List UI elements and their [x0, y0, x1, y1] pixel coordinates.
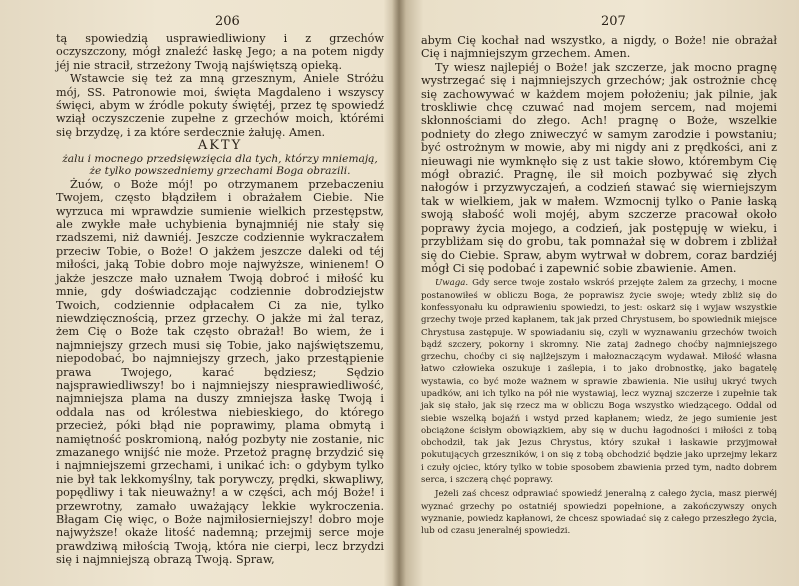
note-paragraph-1 [421, 277, 777, 486]
section-heading: AKTY [197, 138, 243, 154]
right-page [401, 0, 799, 586]
section-subheading: żalu i mocnego przedsięwzięcia dla tych, którzy mniemają, że tylko powszedniemy grzechami Boga obrazili. [62, 152, 378, 178]
page-number-right: 207 [601, 14, 626, 29]
left-page-text [56, 32, 384, 567]
left-paragraph-2: Wstawcie się też za mną grzesznym, Aniele Stróżu mój, SS. Patronowie moi, święta Magdaleno i wszyscy święci, abym w źródle pokuty świętéj, przez tę spowiedź wziął oczyszczenie zupełne z grzechów moich, którémi się brzydzę, i za które serdecznie żałuję. Amen. [56, 72, 384, 139]
right-paragraph-1: abym Cię kochał nad wszystko, a nigdy, o Boże! nie obrażał Cię i najmniejszym grzechem. Amen. [421, 34, 777, 61]
left-paragraph-1: tą spowiedzią usprawiedliwiony i z grzechów oczyszczony, mógł znaleźć łaskę Jego; a na potem nigdy jéj nie stracił, strzeżony Twoją najświętszą opieką. [56, 32, 384, 72]
left-paragraph-3: Żuów, o Boże mój! po otrzymanem przebaczeniu Twojem, często błądziłem i obrażałem Ciebie. Nie wyrzuca mi wprawdzie sumienie wielkich przestępstw, ale zwykłe małe uchybienia bynajmniéj nie stały się rzadszemi, niż dawniéj. Jeszcze codziennie wykraczałem przeciw Tobie, o Boże! O jakżem jeszcze daleki od téj miłości, jaką Tobie dobro moje najwyższe, winienem! O jakże jeszcze mało uznałem Twoją dobroć i miłość ku mnie, gdy doświadczając codziennie dobrodziejstw Twoich, codziennie odpłacałem Ci za nie, tylko niewdzięcznością, przez grzechy. O jakże mi żal teraz, żem Cię o Boże tak często obrażał! Bo wiem, że i najmniejszy grzech musi się Tobie, jako najświętszemu, niepodobać, bo najmniejszy grzech, jako przestąpienie prawa Twojego, karać będziesz; Sędzio najsprawiedliwszy! bo i najmniejszy niesprawiedliwość, najmniejsza plama na duszy zmniejsza łaskę Twoją i oddala nas od królestwa niebieskiego, do którego przecież, póki błąd nie poprawimy, plama obmytą i namiętność poskromioną, nałóg pozbyty nie zostanie, nic zmazanego wnijść nie może. Przetoż pragnę brzydzić się i najmniejszemi grzechami, i unikać ich: o gdybym tylko nie był tak lekkomyślny, tak porywczy, prędki, skwapliwy, popędliwy i tak nieuważny! a w części, ach mój Boże! i przewrotny, zamało uważający lekkie wykroczenia. Błagam Cię więc, o Boże najmiłosierniejszy! dobro moje najwyższe! okaże litość nademną; przejmij serce moje prawdziwą miłością Twoją, która nie cierpi, lecz brzydzi się i najmniejszą obrazą Twoją. Spraw, [56, 177, 384, 567]
note-text-1: Gdy serce twoje zostało wskróś przejęte żalem za grzechy, i mocne postanowiłeś w obliczu Boga, że poprawisz życie swoje; wtedy zbliż się do konfessyonału ku odprawieniu spowiedzi, to jest: oskarż się i wyjaw wszystkie grzechy twoje przed kapłanem, tak jak przed Chrystusem, bo spowiednik miejsce Chrystusa zastępuje. W spowiadaniu się, czyli w wyznawaniu grzechów twoich bądź szczery, pokorny i skromny. Nie zataj żadnego choćby najmniejszego grzechu, choćby ci się najlżejszym i małoznaczącym wydawał. Miłość własna łatwo człowieka oszukuje i zaślepia, i to jako drobnostkę, jako bagatelę wystawia, co być może ważnem w sprawie zbawienia. Nie usiłuj ukryć twych upadków, ani ich tylko na pół nie wystawiaj, lecz wyznaj szczerze i zupełnie tak jak się stało, jak się rzecz ma w obliczu Boga wszystko wiedzącego. Oddal od siebie wszelką bojaźń i wstyd przed kapłanem; wiedz, że jego sumienie jest obciążone ścisłym obowiązkiem, aby się w duchu łagodności i miłości z tobą obchodził, tak jak Jezus Chrystus, który szukał i łaskawie przyjmował pokutujących grzeszników, i on się z tobą obchodzić będzie jako uprzejmy lekarz i czuły ojciec, który tylko w tobie sposobem zbawienia przed tym, nadto dobrem serca, i szczerą chęć poprawy. [421, 278, 778, 486]
note-label: Uwaga. [435, 278, 469, 289]
right-paragraph-2: Ty wiesz najlepiéj o Boże! jak szczerze, jak mocno pragnę wystrzegać się i najmniejszych grzechów; jak ostrożnie chcę się zachowywać w każdem mojem położeniu; jak pilnie, jak troskliwie chcę czuwać nad mojem sercem, nad mojemi skłonnościami do złego. Ach! pragnę o Boże, wszelkie podniety do złego zniweczyć w samym zarodzie i powstaniu; być ostrożnym w mowie, aby mi nigdy ani z prędkości, ani z nieuwagi nie wymknęło się z ust takie słowo, którembym Cię mógł obrazić. Pragnę, ile sił moich pozbywać się złych nałogów i przyzwyczajeń, a codzień stawać się wierniejszym tak w wielkiem, jak w małem. Wzmocnij tylko o Panie łaską swoją słabość woli mojéj, abym szczerze pracował około poprawy życia mojego, a codzień, jak postępuję w wieku, i przybliżam się do grobu, tak pomnażał się w dobrem i zbliżał się do Ciebie. Spraw, abym wytrwał w dobrem, coraz bardziéj mógł Ci się podobać i zapewnić sobie zbawienie. Amen. [421, 60, 777, 275]
note-paragraph-2: Jeżeli zaś chcesz odprawiać spowiedź jeneralną z całego życia, masz pierwéj wyznać grzechy po ostatniéj spowiedzi popełnione, a zakończywszy onych wyznanie, powiedz kapłanowi, że chcesz spowiadać się z całego przeszłego życia, lub od czasu jeneralnéj spowiedzi. [421, 489, 777, 537]
left-page [0, 0, 398, 586]
page-number-left: 206 [215, 14, 240, 29]
right-page-text [421, 34, 777, 538]
